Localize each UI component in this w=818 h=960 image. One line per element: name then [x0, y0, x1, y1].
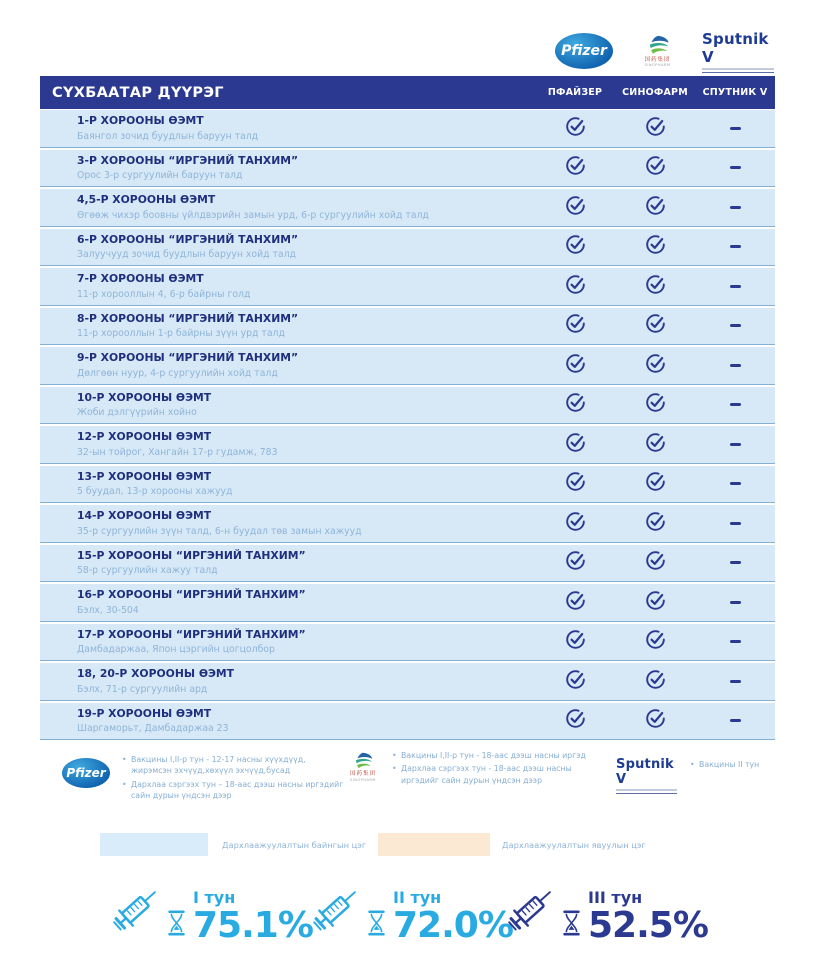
sinopharm-sub-text: SINOPHARM [644, 63, 671, 67]
sputnik-availability-cell [695, 268, 775, 305]
pfizer-availability-cell [535, 426, 615, 463]
not-available-dash-icon [730, 245, 741, 248]
check-icon [565, 116, 586, 141]
location-title: 10-Р ХОРООНЫ ӨЭМТ [77, 390, 212, 404]
location-address: Дөлгөөн нуур, 4-р сургуулийн хойд талд [77, 367, 278, 379]
location-cell [40, 426, 535, 463]
location-address: 11-р хорооллын 4, 6-р байрны голд [77, 288, 251, 300]
permanent-point-label: Дархлаажуулалтын байнгын цэг [222, 840, 367, 850]
sputnik-underline [702, 72, 774, 73]
location-title: 8-Р ХОРООНЫ “ИРГЭНИЙ ТАНХИМ” [77, 311, 299, 325]
sputnik-availability-cell [695, 703, 775, 740]
sinopharm-legend-item: • Вакцины I,II-р тун - 18-аас дээш насны иргэд [392, 750, 604, 761]
check-icon [565, 471, 586, 496]
hourglass-icon [562, 910, 581, 940]
not-available-dash-icon [730, 443, 741, 446]
location-title: 19-Р ХОРООНЫ ӨЭМТ [77, 706, 212, 720]
district-title: СҮХБААТАР ДҮҮРЭГ [52, 84, 224, 101]
sputnik-availability-cell [695, 308, 775, 345]
location-title: 4,5-Р ХОРООНЫ ӨЭМТ [77, 193, 216, 206]
check-icon [645, 550, 666, 575]
table-row [40, 545, 775, 583]
column-sputnik: СПУТНИК V [702, 87, 768, 98]
sinopharm-availability-cell [615, 268, 695, 305]
pfizer-legend-item: • Дархлаа сэргээх тун – 18-аас дээш насны иргэдийг сайн дурын үндсэн дээр [122, 779, 344, 802]
dose1-value: 75.1% [193, 905, 313, 946]
not-available-dash-icon [730, 719, 741, 722]
sputnik-tagline-bar [616, 789, 677, 791]
dose2-value: 72.0% [393, 905, 513, 946]
pfizer-availability-cell [535, 229, 615, 266]
sputnik-availability-cell [695, 347, 775, 384]
location-title: 14-Р ХОРООНЫ ӨЭМТ [77, 509, 212, 522]
dose3-value: 52.5% [588, 905, 708, 946]
check-icon [565, 313, 586, 338]
location-address: Шаргаморьт, Дамбадаржаа 23 [77, 723, 229, 734]
dose2-coverage-stat [303, 866, 513, 948]
sinopharm-legend [344, 750, 604, 788]
not-available-dash-icon [730, 403, 741, 406]
sputnik-availability-cell [695, 150, 775, 187]
check-icon [645, 274, 666, 299]
pfizer-availability-cell [535, 466, 615, 503]
district-header-bar [40, 76, 775, 109]
sinopharm-availability-cell [615, 308, 695, 345]
sinopharm-availability-cell [615, 505, 695, 542]
location-title: 18, 20-Р ХОРООНЫ ӨЭМТ [77, 667, 235, 680]
location-cell [40, 268, 535, 305]
pfizer-legend-list [122, 754, 344, 803]
location-address: Жоби дэлгүүрийн хойно [77, 407, 197, 418]
location-title: 13-Р ХОРООНЫ ӨЭМТ [77, 469, 212, 483]
check-icon [645, 629, 666, 654]
location-title: 9-Р ХОРООНЫ “ИРГЭНИЙ ТАНХИМ” [77, 351, 299, 364]
sputnik-availability-cell [695, 229, 775, 266]
mobile-point-label: Дархлаажуулалтын явуулын цэг [502, 840, 646, 850]
syringe-icon [498, 880, 560, 946]
pfizer-availability-cell [535, 268, 615, 305]
location-address: 58-р сургуулийн хажуу талд [77, 565, 218, 576]
not-available-dash-icon [730, 285, 741, 288]
pfizer-availability-cell [535, 308, 615, 345]
not-available-dash-icon [730, 561, 741, 564]
pfizer-availability-cell [535, 505, 615, 542]
hourglass-icon [367, 910, 386, 940]
sinopharm-availability-cell [615, 229, 695, 266]
pfizer-availability-cell [535, 150, 615, 187]
location-title: 3-Р ХОРООНЫ “ИРГЭНИЙ ТАНХИМ” [77, 153, 299, 167]
location-cell [40, 189, 535, 226]
check-icon [565, 353, 586, 378]
location-cell [40, 584, 535, 621]
location-address: 5 буудал, 13-р хорооны хажууд [77, 486, 233, 497]
location-cell [40, 308, 535, 345]
sputnik-logo-text: Sputnik V [616, 757, 674, 787]
sputnik-logo-small [616, 757, 682, 794]
check-icon [565, 550, 586, 575]
pfizer-availability-cell [535, 545, 615, 582]
check-icon [645, 234, 666, 259]
sputnik-availability-cell [695, 466, 775, 503]
pfizer-availability-cell [535, 110, 615, 147]
mobile-point-swatch [378, 833, 490, 856]
location-title: 15-Р ХОРООНЫ “ИРГЭНИЙ ТАНХИМ” [77, 548, 306, 562]
table-row [40, 308, 775, 346]
sinopharm-logo [634, 35, 682, 68]
check-icon [645, 590, 666, 615]
sinopharm-waves-icon [344, 752, 382, 771]
check-icon [645, 353, 666, 378]
sinopharm-availability-cell [615, 347, 695, 384]
location-cell [40, 110, 535, 147]
sputnik-availability-cell [695, 584, 775, 621]
table-row [40, 466, 775, 504]
table-row [40, 624, 775, 662]
location-address: Залуучууд зочид буудлын баруун хойд талд [77, 249, 296, 260]
dose2-label: II тун [393, 888, 442, 907]
sinopharm-legend-item: • Дархлаа сэргээх тун - 18-аас дээш насны иргэдийг сайн дурын үндсэн дээр [392, 763, 604, 786]
pfizer-availability-cell [535, 663, 615, 700]
table-row [40, 189, 775, 227]
check-icon [645, 511, 666, 536]
location-cell [40, 624, 535, 661]
sinopharm-legend-list [392, 750, 604, 788]
pfizer-legend-item: • Вакцины I,II-р тун - 12-17 насны хүүхдүүд, жирэмсэн эхчүүд,хөхүүл эхчүүд,бусад [122, 754, 344, 777]
sinopharm-availability-cell [615, 466, 695, 503]
sinopharm-availability-cell [615, 545, 695, 582]
check-icon [565, 195, 586, 220]
check-icon [645, 155, 666, 180]
location-cell [40, 663, 535, 700]
check-icon [565, 511, 586, 536]
location-title: 17-Р ХОРООНЫ “ИРГЭНИЙ ТАНХИМ” [77, 627, 306, 641]
pfizer-availability-cell [535, 189, 615, 226]
location-address: Бэлх, 30-504 [77, 604, 139, 616]
check-icon [565, 629, 586, 654]
not-available-dash-icon [730, 640, 741, 643]
table-row [40, 703, 775, 741]
not-available-dash-icon [730, 127, 741, 130]
check-icon [565, 590, 586, 615]
check-icon [645, 471, 666, 496]
dose3-label: III тун [588, 888, 643, 907]
sputnik-availability-cell [695, 545, 775, 582]
check-icon [645, 116, 666, 141]
check-icon [645, 708, 666, 733]
pfizer-availability-cell [535, 584, 615, 621]
location-cell [40, 466, 535, 503]
location-cell [40, 505, 535, 542]
pfizer-logo-text: Pfizer [561, 43, 607, 59]
syringe-icon [103, 880, 165, 946]
table-row [40, 387, 775, 425]
location-address: Өгөөж чихэр боовны үйлдвэрийн замын урд, 6-р сургуулийн хойд талд [77, 209, 429, 221]
not-available-dash-icon [730, 680, 741, 683]
sinopharm-availability-cell [615, 584, 695, 621]
sinopharm-availability-cell [615, 663, 695, 700]
location-title: 1-Р ХОРООНЫ ӨЭМТ [77, 114, 204, 127]
location-cell [40, 347, 535, 384]
location-address: Баянгол зочид буудлын баруун талд [77, 130, 259, 142]
permanent-point-swatch [100, 833, 208, 856]
check-icon [645, 392, 666, 417]
vaccine-logos [555, 26, 780, 76]
check-icon [565, 234, 586, 259]
location-address: 35-р сургуулийн зүүн талд, 6-н буудал төв замын хажууд [77, 525, 362, 537]
location-title: 16-Р ХОРООНЫ “ИРГЭНИЙ ТАНХИМ” [77, 588, 306, 601]
pfizer-logo-text: Pfizer [66, 766, 106, 780]
check-icon [565, 708, 586, 733]
location-address: Орос 3-р сургуулийн баруун талд [77, 170, 243, 181]
check-icon [565, 274, 586, 299]
check-icon [645, 432, 666, 457]
hourglass-icon [167, 910, 186, 940]
location-cell [40, 545, 535, 582]
not-available-dash-icon [730, 324, 741, 327]
location-cell [40, 229, 535, 266]
sinopharm-availability-cell [615, 189, 695, 226]
table-row [40, 347, 775, 385]
check-icon [645, 313, 666, 338]
pfizer-availability-cell [535, 624, 615, 661]
sinopharm-availability-cell [615, 150, 695, 187]
sputnik-availability-cell [695, 624, 775, 661]
syringe-icon [303, 880, 365, 946]
table-row [40, 505, 775, 543]
not-available-dash-icon [730, 482, 741, 485]
location-address: Дамбадаржаа, Япон цэргийн цогцолбор [77, 644, 275, 655]
sputnik-logo [702, 30, 780, 73]
sinopharm-availability-cell [615, 426, 695, 463]
sputnik-legend [616, 757, 800, 794]
sputnik-availability-cell [695, 505, 775, 542]
pfizer-availability-cell [535, 347, 615, 384]
sinopharm-availability-cell [615, 624, 695, 661]
dose1-coverage-stat [103, 866, 313, 948]
location-address: 11-р хорооллын 1-р байрны зүүн урд талд [77, 328, 285, 339]
sinopharm-availability-cell [615, 703, 695, 740]
pfizer-logo-small [62, 758, 110, 788]
not-available-dash-icon [730, 601, 741, 604]
sinopharm-cn-text: 国药集团 [644, 56, 671, 63]
pfizer-legend [62, 754, 344, 803]
location-title: 6-Р ХОРООНЫ “ИРГЭНИЙ ТАНХИМ” [77, 232, 299, 246]
sinopharm-sub-text: SINOPHARM [350, 777, 376, 782]
table-row [40, 268, 775, 306]
check-icon [645, 669, 666, 694]
table-row [40, 110, 775, 148]
pfizer-availability-cell [535, 387, 615, 424]
table-row [40, 584, 775, 622]
sputnik-legend-list [690, 759, 800, 794]
check-icon [565, 155, 586, 180]
sputnik-availability-cell [695, 189, 775, 226]
not-available-dash-icon [730, 206, 741, 209]
table-row [40, 150, 775, 188]
sputnik-availability-cell [695, 110, 775, 147]
point-type-legend [0, 833, 818, 857]
sputnik-logo-text: Sputnik V [702, 29, 769, 66]
sputnik-tagline-bar [702, 68, 774, 70]
check-icon [565, 669, 586, 694]
sputnik-legend-item: • Вакцины II тун [690, 759, 800, 770]
dose1-label: I тун [193, 888, 236, 907]
pfizer-logo [555, 33, 613, 69]
sputnik-availability-cell [695, 426, 775, 463]
sinopharm-logo-small [344, 752, 382, 788]
check-icon [565, 432, 586, 457]
not-available-dash-icon [730, 364, 741, 367]
column-sinopharm: СИНОФАРМ [622, 87, 688, 98]
dose3-coverage-stat [498, 866, 708, 948]
sputnik-underline [616, 793, 677, 794]
column-pfizer: ПФАЙЗЕР [547, 87, 603, 98]
sinopharm-cn-text: 国药集团 [349, 771, 376, 777]
location-address: Бэлх, 71-р сургуулийн ард [77, 683, 208, 695]
location-cell [40, 703, 535, 740]
sinopharm-availability-cell [615, 387, 695, 424]
location-title: 12-Р ХОРООНЫ ӨЭМТ [77, 430, 212, 443]
location-cell [40, 150, 535, 187]
sputnik-availability-cell [695, 387, 775, 424]
not-available-dash-icon [730, 522, 741, 525]
sinopharm-availability-cell [615, 110, 695, 147]
check-icon [645, 195, 666, 220]
locations-table [40, 110, 775, 742]
vaccine-column-headers [535, 87, 775, 98]
not-available-dash-icon [730, 166, 741, 169]
location-cell [40, 387, 535, 424]
pfizer-availability-cell [535, 703, 615, 740]
table-row [40, 663, 775, 701]
check-icon [565, 392, 586, 417]
table-row [40, 426, 775, 464]
location-title: 7-Р ХОРООНЫ ӨЭМТ [77, 272, 204, 285]
sinopharm-waves-icon [634, 35, 682, 57]
table-row [40, 229, 775, 267]
location-address: 32-ын тойрог, Хангайн 17-р гудамж, 783 [77, 446, 278, 458]
sputnik-availability-cell [695, 663, 775, 700]
